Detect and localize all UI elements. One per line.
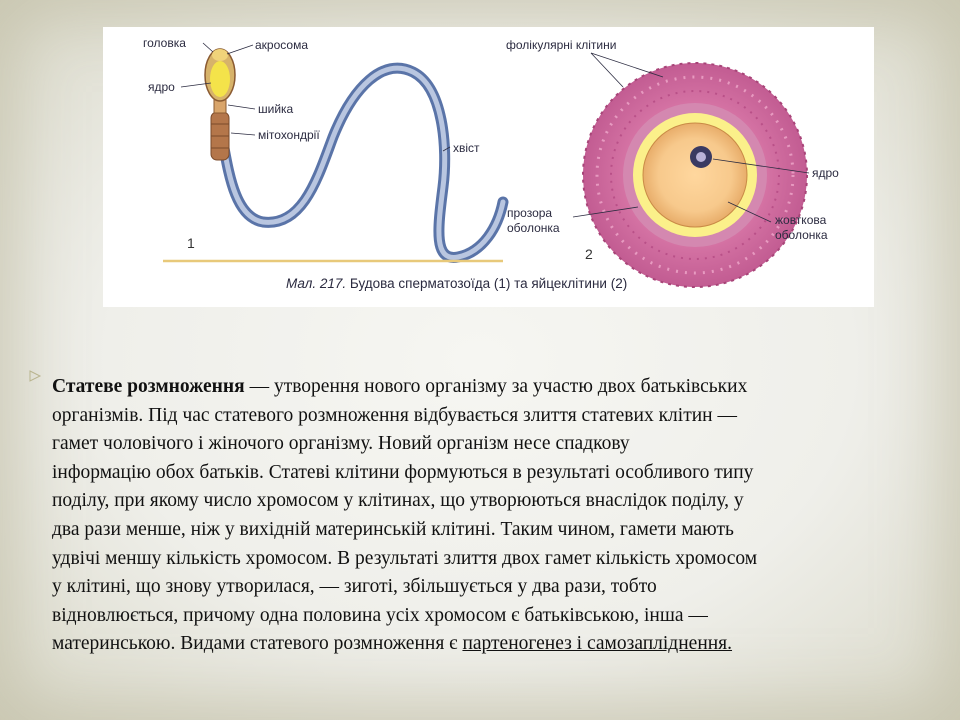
figure-illustration [103, 27, 874, 307]
paragraph-line: організмів. Під час статевого розмноження відбувається злиття статевих клітин — [52, 404, 737, 426]
term-heading: Статеве розмноження [52, 376, 245, 397]
paragraph-line: інформацію обох батьків. Статеві клітини формуються в результаті особливого типу [52, 461, 754, 483]
sperm-nucleus [210, 61, 230, 97]
label-golovka: головка [143, 36, 186, 50]
figure-sperm-egg [103, 27, 874, 307]
paragraph-line: два рази менше, ніж у вихідній материнській клітині. Таким чином, гамети мають [52, 518, 734, 540]
label-folikuliarni: фолікулярні клітини [506, 38, 617, 52]
bullet-decor-icon [28, 369, 42, 383]
label-zhovtkova-1: жовткова [775, 213, 827, 227]
paragraph-line: поділу, при якому число хромосом у клітинах, що утворюються внаслідок поділу, у [52, 490, 744, 512]
types-link[interactable]: партеногенез і самозапліднення. [462, 633, 733, 655]
sperm-tail [221, 68, 503, 257]
label-akrosoma: акросома [255, 38, 309, 52]
figure-caption [286, 276, 627, 291]
paragraph-line: гамет чоловічого і жіночого організму. Новий організм несе спадкову [52, 433, 630, 455]
sperm-acrosome [212, 49, 228, 61]
label-mitokhondrii: мітохондрії [258, 128, 320, 142]
figure-number-2: 2 [585, 246, 593, 262]
label-yadro-right: ядро [812, 166, 839, 180]
label-khvist: хвіст [453, 141, 480, 155]
paragraph-line [52, 630, 932, 659]
label-yadro-left: ядро [148, 80, 175, 94]
label-shyika: шийка [258, 102, 294, 116]
label-zhovtkova-2: оболонка [775, 228, 828, 242]
label-prozora-1: прозора [507, 206, 553, 220]
body-paragraph [52, 373, 932, 659]
caption-prefix: Мал. 217. [286, 276, 347, 291]
paragraph-line: удвічі меншу кількість хромосом. В результаті злиття двох гамет кількість хромосом [52, 547, 758, 569]
line-text: материнською. Видами статевого розмноження є [52, 633, 463, 655]
line-text: — утворення нового організму за участю двох батьківських [244, 376, 748, 397]
label-prozora-2: оболонка [507, 221, 560, 235]
paragraph-line: у клітині, що знову утворилася, — зиготі, збільшується у два рази, тобто [52, 576, 657, 598]
caption-rest: Будова сперматозоїда (1) та яйцеклітини (2) [346, 276, 628, 291]
egg-cell [583, 63, 807, 287]
paragraph-line: відновлюється, причому одна половина усіх хромосом є батьківською, інша — [52, 604, 708, 626]
egg-cytoplasm [643, 123, 747, 227]
paragraph-line [52, 373, 932, 402]
figure-number-1: 1 [187, 235, 195, 251]
